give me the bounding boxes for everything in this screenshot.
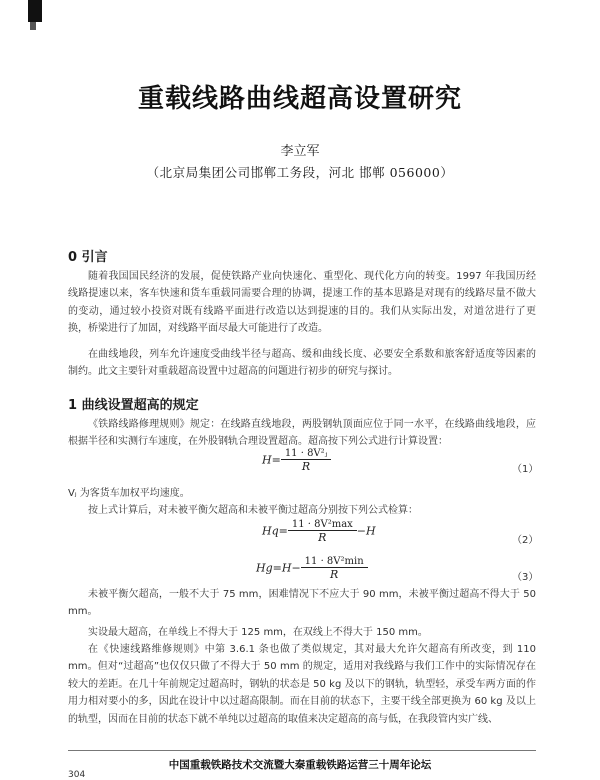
formula-fraction	[301, 556, 368, 581]
scan-artifact	[28, 0, 42, 22]
formula-denominator: R	[330, 568, 339, 581]
formula-3	[256, 556, 368, 581]
formula-lhs: H=	[262, 453, 281, 467]
paragraph: 实设最大超高，在单线上不得大于 125 mm，在双线上不得大于 150 mm。	[88, 627, 428, 638]
formula-1	[262, 448, 331, 473]
formula-lhs: Hq=	[262, 524, 288, 538]
paragraph: 在《快速线路维修规则》中第 3.6.1 条也做了类似规定，其对最大允许欠超高有所改变，到 110 mm。但对“过超高”也仅仅只做了不得大于 50 mm 的规定，适用对我线路与我们工作中的实际情况存在较大的差距。在几十年前规定过超高时，钢轨的状态是 50 kg 及以下的钢轨，轨型轻，承受车两方面的作用力相对要小的多，因此在设计中以过超高限制。而在目前的状态下，主要干线全部更换为 60 kg 及以上的轨型，因而在目前的状态下就不单纯以过超高的取值来决定超高的高与低，在我段管内实广线、	[68, 644, 536, 725]
formula-fraction	[281, 448, 332, 473]
author-name: 李立军	[280, 144, 320, 159]
page-number: 304	[68, 770, 86, 780]
variable-description: Vⱼ 为客货车加权平均速度。	[68, 488, 190, 499]
paragraph: 未被平衡欠超高，一般不大于 75 mm，困难情况下不应大于 90 mm，未被平衡过超高不得大于 50 mm。	[68, 589, 536, 618]
footer-divider	[68, 750, 536, 751]
author-affiliation: （北京局集团公司邯郸工务段，河北 邯郸 056000）	[146, 165, 454, 180]
formula-numerator: 11 · 8V²max	[288, 519, 357, 531]
formula-lhs: Hg=H−	[256, 561, 301, 575]
equation-number: （1）	[512, 464, 539, 475]
section-heading-superelevation-rules: 1 曲线设置超高的规定	[68, 398, 199, 413]
paragraph: 在曲线地段，列车允许速度受曲线半径与超高、缓和曲线长度、必要安全系数和旅客舒适度等因素的制约。此文主要针对重载超高设置中过超高的问题进行初步的研究与探讨。	[68, 349, 536, 378]
formula-rhs: −H	[356, 524, 376, 538]
formula-fraction	[288, 519, 357, 544]
paper-title: 重载线路曲线超高设置研究	[137, 84, 462, 114]
formula-2	[262, 519, 376, 544]
scan-artifact	[30, 22, 36, 30]
equation-number: （2）	[512, 535, 539, 546]
formula-denominator: R	[318, 531, 327, 544]
section-heading-introduction: 0 引言	[68, 250, 108, 265]
formula-numerator: 11 · 8V²min	[301, 556, 368, 568]
text-line: 按上式计算后，对未被平衡欠超高和未被平衡过超高分别按下列公式检算：	[88, 505, 418, 516]
formula-numerator: 11 · 8V²ⱼ	[281, 448, 332, 460]
paragraph: 《铁路线路修理规则》规定：在线路直线地段，两股钢轨顶面应位于同一水平，在线路曲线地段，应根据半径和实测行车速度，在外股钢轨合理设置超高。超高按下列公式进行计算设置：	[68, 419, 536, 448]
equation-number: （3）	[512, 572, 539, 583]
footer-conference-title: 中国重载铁路技术交流暨大秦重载铁路运营三十周年论坛	[168, 759, 432, 771]
paragraph: 随着我国国民经济的发展，促使铁路产业向快速化、重型化、现代化方向的转变。1997 年我国历经线路提速以来，客车快速和货车重载同需要合理的协调，提速工作的基本思路是对现有的线路尽量不做大的变动，通过较小投资对既有线路平面进行改造以达到提速的目的。我们从实际出发，对道岔进行了更换，桥梁进行了加固，对线路平面尽最大可能进行了改造。	[68, 271, 536, 335]
formula-denominator: R	[301, 460, 311, 473]
